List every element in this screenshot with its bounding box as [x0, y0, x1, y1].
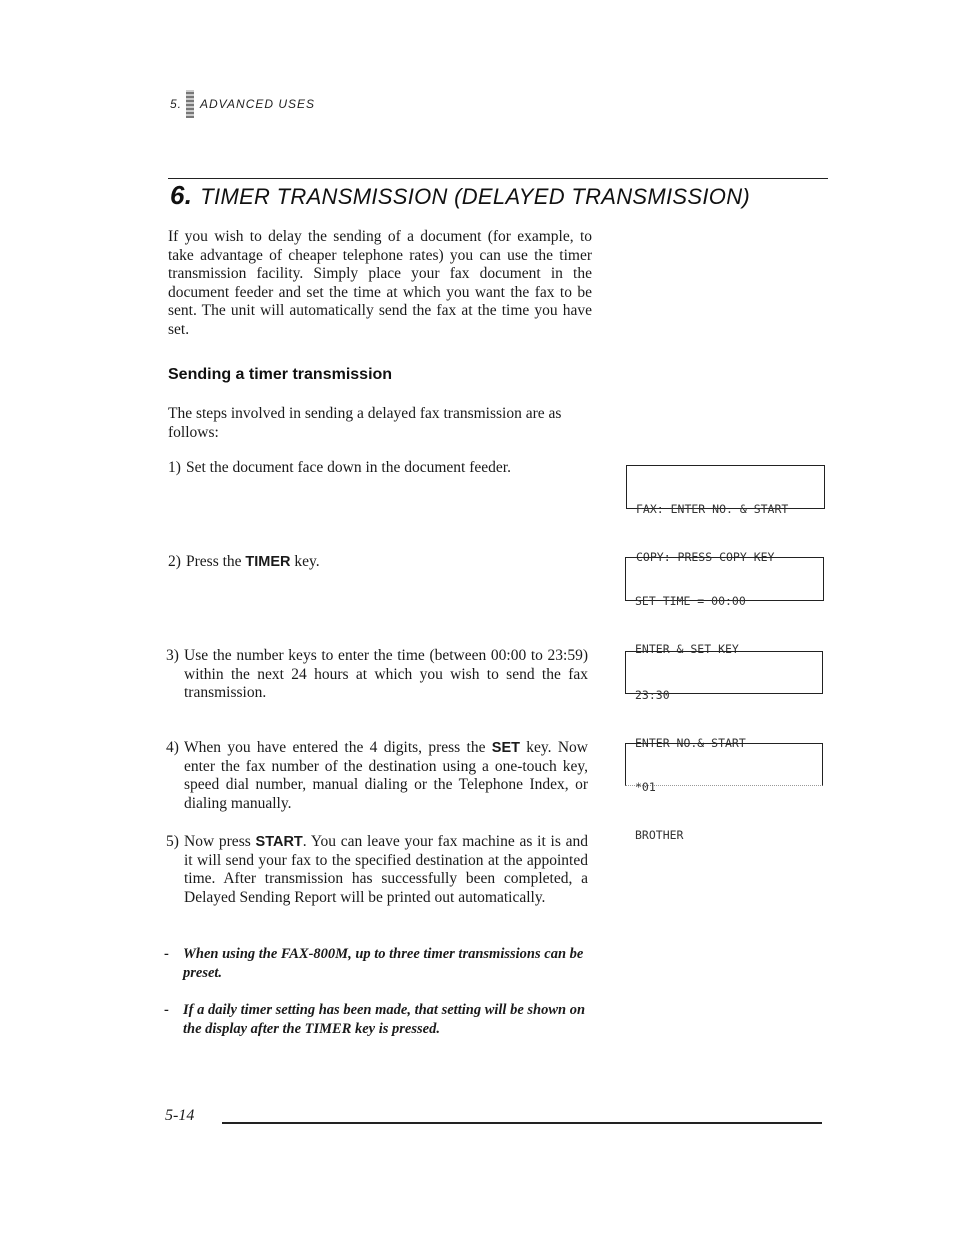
step-text-before: When you have entered the 4 digits, press the	[184, 739, 492, 756]
step-3	[166, 647, 588, 703]
step-text-before: Now press	[184, 833, 256, 850]
step-2	[168, 553, 606, 572]
lcd-line-1: 23:30	[635, 688, 670, 702]
page-number: 5-14	[165, 1107, 195, 1124]
note-2	[164, 1001, 594, 1038]
lcd-line-1: FAX: ENTER NO. & START	[636, 502, 789, 516]
chapter-prefix: 5.	[170, 97, 183, 111]
steps-intro: The steps involved in sending a delayed fax transmission are as follows:	[168, 405, 562, 441]
note-dash: -	[164, 1002, 169, 1018]
step-5	[166, 833, 589, 907]
intro-paragraph: If you wish to delay the sending of a document (for example, to take advantage of cheaper telephone rates) you can use the timer transmission facility. Simply place your fax document in the document feeder and set the time at which you want the fax to be sent. The unit will automatically send the fax at the time you have set.	[168, 228, 592, 338]
note-text: If a daily timer setting has been made, that setting will be shown on the display after the TIMER key is pressed.	[183, 1002, 586, 1037]
step-text-after: key. Now enter the fax number of the destination using a one-touch key, speed dial number, manual dialing or the Telephone Index, or dialing manually.	[184, 739, 589, 812]
note-1	[164, 945, 594, 982]
lcd-display-4	[625, 743, 823, 842]
lcd-line-2: COPY: PRESS COPY KEY	[636, 550, 775, 564]
chapter-number: 6.	[170, 180, 193, 210]
lcd-line-1: SET TIME = 00:00	[635, 594, 746, 608]
step-1	[168, 459, 606, 478]
step-text-before: Press the	[186, 553, 246, 570]
lcd-display-1	[626, 465, 825, 564]
step-text-after: . You can leave your fax machine as it is and it will send your fax to the specified destination at the appointed time. After transmission has successfully been completed, a Delayed Sending Report will be printed out automatically.	[184, 833, 589, 906]
key-name-set: SET	[491, 740, 520, 756]
step-text: Set the document face down in the document feeder.	[186, 459, 511, 476]
step-text: Use the number keys to enter the time (between 00:00 to 23:59) within the next 24 hours at which you wish to send the fax transmission.	[184, 647, 588, 701]
lcd-display-2	[625, 557, 824, 656]
section-heading: Sending a timer transmission	[168, 366, 393, 383]
chapter-title-text: TIMER TRANSMISSION (DELAYED TRANSMISSION)	[200, 184, 751, 209]
step-number: 3)	[166, 647, 179, 664]
key-name-timer: TIMER	[245, 554, 291, 570]
step-number: 5)	[166, 833, 179, 850]
lcd-line-2: ENTER & SET KEY	[635, 642, 739, 656]
step-number: 4)	[166, 739, 179, 756]
step-4	[166, 739, 589, 813]
lcd-line-2: ENTER NO.& START	[635, 736, 746, 750]
lcd-line-2: BROTHER	[635, 828, 684, 842]
running-title: ADVANCED USES	[200, 97, 316, 111]
chapter-title	[170, 180, 750, 211]
note-text: When using the FAX-800M, up to three timer transmissions can be preset.	[183, 946, 584, 981]
footer-rule	[222, 1122, 822, 1124]
step-number: 1)	[168, 459, 181, 476]
step-text-after: key.	[290, 553, 320, 570]
lcd-display-3	[625, 651, 823, 750]
note-dash: -	[164, 946, 169, 962]
running-header	[170, 90, 315, 118]
step-number: 2)	[168, 553, 181, 570]
title-rule	[168, 178, 828, 179]
key-name-start: START	[255, 834, 303, 850]
header-marker-bar	[186, 90, 194, 118]
lcd-line-1: *01	[635, 780, 656, 794]
